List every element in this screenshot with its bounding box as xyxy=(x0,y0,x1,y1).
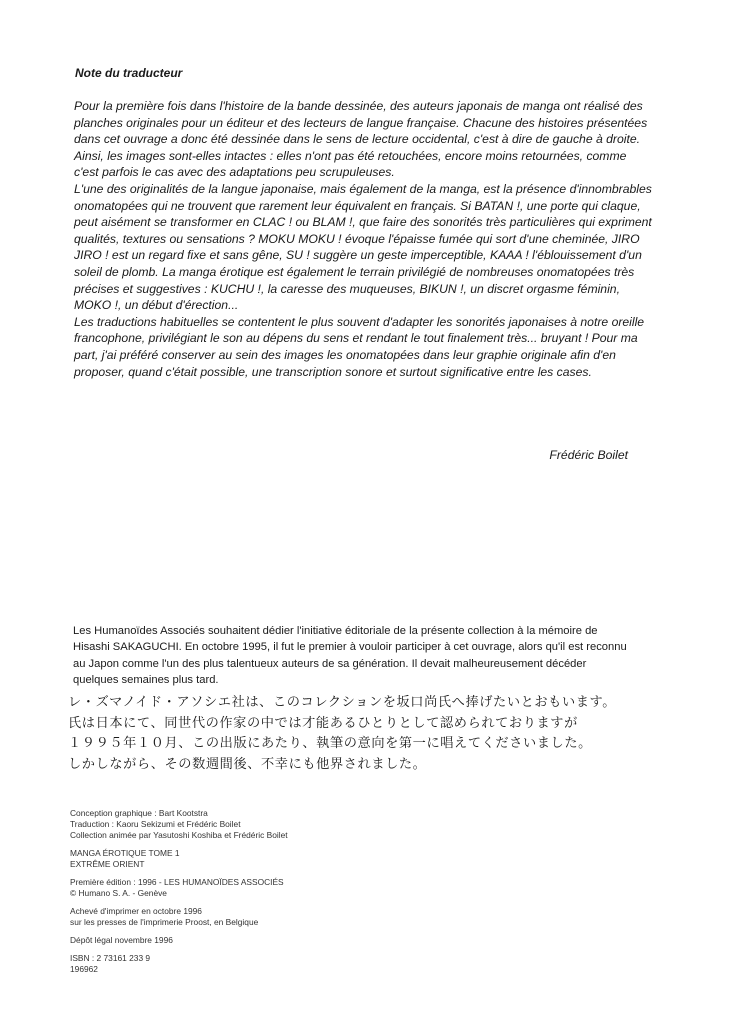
series-group xyxy=(70,848,470,870)
isbn-line: ISBN : 2 73161 233 9 xyxy=(70,953,151,963)
note-paragraph: Pour la première fois dans l'histoire de la bande dessinée, des auteurs japonais de manga ont réalisé des planches originales pour un éditeur et des lecteurs de langue française. Chacune des histoires présentées dans cet ouvrage a donc été dessinée dans le sens de lecture occidental, c'est à dire de gauche à droite. Ainsi, les images sont-elles intactes : elles n'ont pas été retouchées, encore moins retournées, comme c'est parfois le cas avec des adaptations peu scrupuleuses. xyxy=(74,99,648,180)
edition-line: Première édition : 1996 - LES HUMANOÏDES ASSOCIÉS xyxy=(70,877,284,887)
isbn-group xyxy=(70,953,470,975)
edition-line: © Humano S. A. - Genève xyxy=(70,888,167,898)
dedication-japanese xyxy=(68,693,698,775)
translator-note-body xyxy=(74,98,654,380)
series-line: MANGA ÉROTIQUE TOME 1 xyxy=(70,848,180,858)
credit-line: Conception graphique : Bart Kootstra xyxy=(70,808,208,818)
translator-signature: Frédéric Boilet xyxy=(549,448,628,462)
printing-group xyxy=(70,906,470,928)
note-heading: Note du traducteur xyxy=(75,66,183,80)
japanese-line: しかしながら、その数週間後、不幸にも他界されました。 xyxy=(68,756,427,772)
series-line: EXTRÊME ORIENT xyxy=(70,859,145,869)
japanese-line: １９９５年１０月、この出版にあたり、執筆の意向を第一に唱えてくださいました。 xyxy=(68,736,592,751)
note-paragraph: Les traductions habituelles se contentent le plus souvent d'adapter les sonorités japonaises à notre oreille francophone, privilégiant le son au dépens du sens et rendant le tout finalement très... bruyant ! Pour ma part, j'ai préféré conserver au sein des images les onomatopées dans leur graphie originale afin d'en proposer, quand c'était possible, une transcription sonore et surtout significative entre les cases. xyxy=(74,314,645,379)
japanese-line: 氏は日本にて、同世代の作家の中では才能あるひとりとして認められておりますが xyxy=(68,715,578,731)
credits-group xyxy=(70,808,470,841)
japanese-line: レ・ズマノイド・アソシエ社は、このコレクションを坂口尚氏へ捧げたいとおもいます。 xyxy=(68,695,617,710)
edition-group xyxy=(70,877,470,899)
credit-line: Collection animée par Yasutoshi Koshiba et Frédéric Boilet xyxy=(70,830,288,840)
colophon xyxy=(70,808,470,982)
printing-line: sur les presses de l'imprimerie Proost, en Belgique xyxy=(70,917,259,927)
note-paragraph: L'une des originalités de la langue japonaise, mais également de la manga, est la présence d'innombrables onomatopées qui ne trouvent que rarement leur équivalent en français. Si BATAN !, une porte qui claque, peut aisément se transformer en CLAC ! ou BLAM !, que faire des sonorités très particulières qui expriment qualités, textures ou sensations ? MOKU MOKU ! évoque l'épaisse fumée qui sort d'une cheminée, JIRO JIRO ! est un regard fixe et sans gêne, SU ! suggère un geste imperceptible, KAAA ! l'éblouissement d'un soleil de plomb. La manga érotique est également le terrain privilégié de nombreuses onomatopées très précises et suggestives : KUCHU !, la caresse des muqueuses, BIKUN !, un discret orgasme féminin, MOKO !, un début d'érection... xyxy=(74,181,652,313)
printing-line: Achevé d'imprimer en octobre 1996 xyxy=(70,906,202,916)
print-number-line: 196962 xyxy=(70,964,98,974)
credit-line: Traduction : Kaoru Sekizumi et Frédéric Boilet xyxy=(70,819,241,829)
legal-deposit-group xyxy=(70,935,470,946)
dedication-french: Les Humanoïdes Associés souhaitent dédier l'initiative éditoriale de la présente collection à la mémoire de Hisashi SAKAGUCHI. En octobre 1995, il fut le premier à vouloir participer à cet ouvrage, alors qu'il est reconnu au Japon comme l'un des plus talentueux auteurs de sa génération. Il devait malheureusement décéder quelques semaines plus tard. xyxy=(73,625,627,687)
legal-deposit-line: Dépôt légal novembre 1996 xyxy=(70,935,173,945)
